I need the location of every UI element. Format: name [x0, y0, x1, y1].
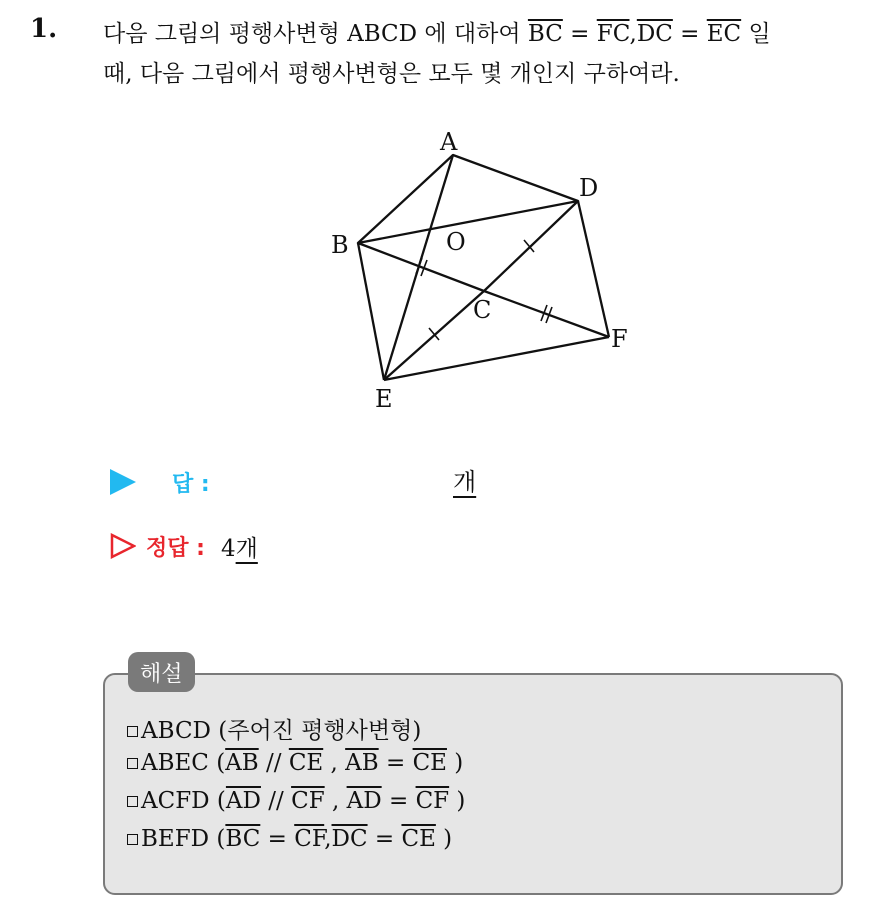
explanation-line-1 [127, 712, 421, 745]
answer-row [110, 462, 210, 502]
segment-name: $\overline{CE}$ [412, 750, 447, 776]
solution-row [110, 526, 258, 566]
explanation-line-3 [127, 788, 465, 814]
segment-be [358, 243, 384, 380]
segment-name: $\overline{EC}$ [706, 21, 742, 47]
segment-name: $\overline{CF}$ [294, 826, 325, 852]
text-run: = [367, 826, 402, 852]
segment-df [578, 201, 609, 337]
segment-name: $\overline{BC}$ [527, 21, 563, 47]
segment-name: $\overline{AB}$ [345, 750, 379, 776]
answer-unit: 개 [453, 468, 477, 496]
label-o: O [446, 228, 466, 256]
segment-name: $\overline{CF}$ [291, 788, 325, 814]
text-run: 다음 그림의 평행사변형 ABCD 에 대하여 [103, 21, 528, 47]
label-f: F [611, 325, 628, 353]
text-run: // [260, 788, 292, 814]
question-text-line1 [103, 15, 771, 48]
text-run: ) [435, 826, 453, 852]
segment-ef [384, 337, 609, 380]
question-number: 1. [30, 14, 58, 44]
text-run: = [378, 750, 413, 776]
solution-unit: 개 [235, 535, 258, 562]
text-run: , [629, 21, 637, 47]
text-run: ABEC ( [141, 750, 226, 776]
text-run: ) [449, 788, 466, 814]
label-b: B [331, 231, 349, 259]
text-run: , [324, 788, 347, 814]
explanation-line-4 [127, 826, 452, 852]
text-run: ACFD ( [141, 788, 226, 814]
text-run: = [562, 21, 597, 47]
label-a: A [440, 128, 458, 156]
square-icon [127, 796, 138, 807]
segment-name: $\overline{FC}$ [596, 21, 630, 47]
text-run: ABCD (주어진 평행사변형) [141, 718, 422, 744]
label-d: D [579, 174, 599, 202]
solution-label: 정답 : [146, 535, 205, 561]
segment-name: $\overline{BC}$ [225, 826, 261, 852]
question-text-line2: 때, 다음 그림에서 평행사변형은 모두 몇 개인지 구하여라. [103, 61, 680, 87]
explanation-line-2 [127, 750, 463, 776]
text-run: = [381, 788, 416, 814]
segment-name: $\overline{DC}$ [331, 826, 368, 852]
segment-name: $\overline{AB}$ [225, 750, 259, 776]
text-run: = [260, 826, 295, 852]
parallelogram-figure [325, 118, 645, 418]
segment-name: $\overline{CF}$ [415, 788, 450, 814]
square-icon [127, 834, 138, 845]
play-outline-icon [110, 533, 136, 559]
text-run: 일 [741, 21, 771, 47]
square-icon [127, 726, 138, 737]
segment-name: $\overline{AD}$ [225, 788, 261, 814]
answer-label: 답 : [172, 471, 210, 497]
segment-cf [484, 291, 609, 337]
text-run: , [324, 826, 332, 852]
text-run: BEFD ( [141, 826, 226, 852]
solution-number: 4 [220, 535, 236, 562]
segment-name: $\overline{CE}$ [401, 826, 436, 852]
text-run: = [672, 21, 707, 47]
play-filled-icon [110, 469, 136, 495]
segment-ec [384, 291, 484, 380]
label-c: C [473, 296, 492, 324]
text-run: ) [446, 750, 464, 776]
segment-name: $\overline{CE}$ [288, 750, 324, 776]
label-e: E [375, 385, 393, 413]
explanation-title: 해설 [128, 652, 195, 692]
text-run: // [258, 750, 289, 776]
segment-name: $\overline{DC}$ [636, 21, 673, 47]
text-run: , [323, 750, 346, 776]
segment-bd [358, 201, 578, 243]
square-icon [127, 758, 138, 769]
segment-name: $\overline{AD}$ [346, 788, 382, 814]
explanation-box [103, 673, 843, 895]
solution-value [221, 530, 258, 563]
